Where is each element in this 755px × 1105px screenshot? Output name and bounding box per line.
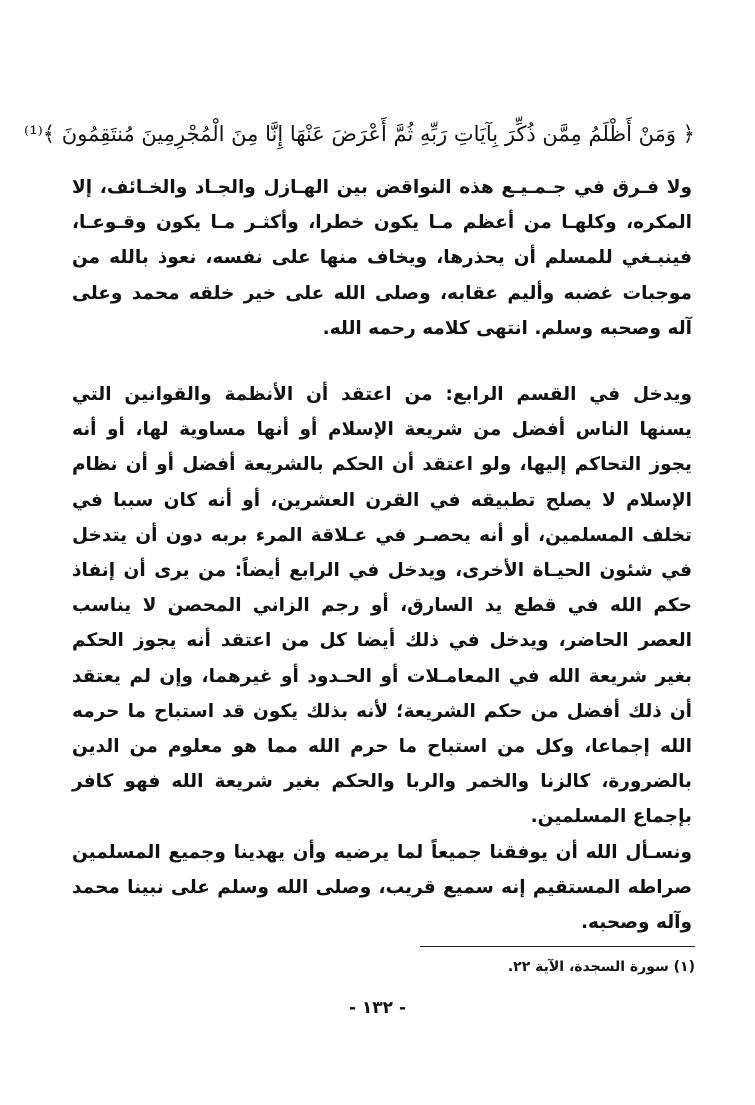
footnote: (١) سورة السجدة، الآية ٢٢. <box>507 959 695 975</box>
footnote-divider <box>420 946 695 947</box>
paragraph-closing-prayer: ونسـأل الله أن يوفقنا جميعاً لما يرضيه وأن يهدينا وجميع المسلمين صراطه المستقيم إنه سميع قريب، وصلى الله وسلم على نبينا محمد وآله وصحبه. <box>72 842 692 934</box>
quran-verse: ﴿ وَمَنْ أَظْلَمُ مِمَّن ذُكِّرَ بِآيَاتِ رَبِّهِ ثُمَّ أَعْرَضَ عَنْهَا إِنَّا مِنَ الْمُجْرِمِينَ مُنتَقِمُونَ ﴾⁽¹⁾ <box>24 122 695 146</box>
paragraph-nullifiers: ولا فـرق في جـمـيـع هذه النواقض بين الهـازل والجـاد والخـائف، إلا المكره، وكلهـا من أعظم مـا يكون خطرا، وأكثـر مـا يكون وقـوعـا، فينبـغي للمسلم أن يحذرها، ويخاف منها على نفسه، نعوذ بالله من موجبات غضبه وأليم عقابه، وصلى الله على خير خلقه محمد وعلى آله وصحبه وسلم. انتهى كلامه رحمه الله. <box>72 177 692 339</box>
page-number: - ١٣٢ - <box>348 998 407 1018</box>
paragraph-fourth-category: ويدخل في القسم الرابع: من اعتقد أن الأنظمة والقوانين التي يسنها الناس أفضل من شريعة الإسلام أو أنها مساوية لها، أو أنه يجوز التحاكم إليها، ولو اعتقد أن الحكم بالشريعة أفضل أو أن نظام الإسلام لا يصلح تطبيقه في القرن العشرين، أو أنه كان سببا في تخلف المسلمين، أو أنه يحصـر في عـلاقة المرء بربه دون أن يتدخل في شئون الحيـاة الأخرى، ويدخل في الرابع أيضاً: من يرى أن إنفاذ حكم الله في قطع يد السارق، أو رجم الزاني المحصن لا يناسب العصر الحاضر، ويدخل في ذلك أيضا كل من اعتقد أنه يجوز الحكم بغير شريعة الله في المعامـلات أو الحـدود أو غيرهما، وإن لم يعتقد أن ذلك أفضل من حكم الشريعة؛ لأنه بذلك يكون قد استباح ما حرمه الله إجماعا، وكل من استباح ما حرم الله مما هو معلوم من الدين بالضرورة، كالزنا والخمر والربا والحكم بغير شريعة الله فهو كافر بإجماع المسلمين. <box>72 384 692 828</box>
